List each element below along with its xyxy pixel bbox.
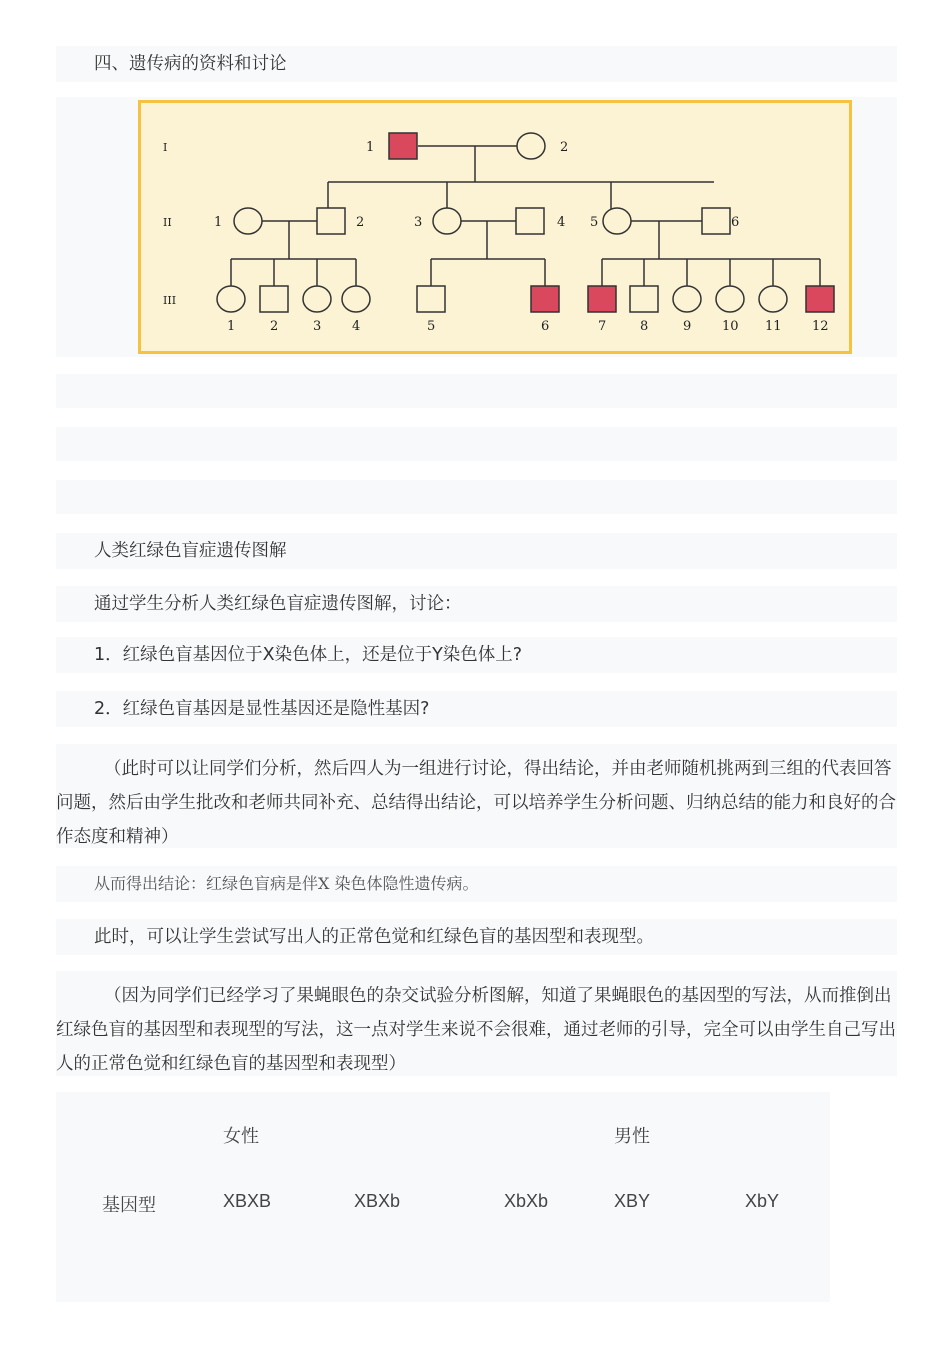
- individual-number: 5: [590, 215, 599, 230]
- pedigree-diagram: [141, 103, 849, 351]
- individual-number: 4: [557, 215, 566, 230]
- blank-row-3: [56, 480, 897, 514]
- normal-female-symbol: [517, 133, 545, 159]
- individual-number: 12: [812, 319, 829, 334]
- individual-number: 1: [366, 140, 375, 155]
- intro-text: 通过学生分析人类红绿色盲症遗传图解，讨论：: [56, 586, 897, 622]
- individual-number: 4: [352, 319, 361, 334]
- affected-male-symbol: [531, 286, 559, 312]
- normal-male-symbol: [702, 208, 730, 234]
- individual-number: 3: [313, 319, 322, 334]
- normal-female-symbol: [673, 286, 701, 312]
- conclusion-text: 从而得出结论：红绿色盲病是伴X 染色体隐性遗传病。: [56, 866, 897, 902]
- genotype-cell: XbY: [745, 1191, 780, 1211]
- normal-male-symbol: [260, 286, 288, 312]
- pedigree-individuals: [217, 133, 834, 312]
- generation-label: III: [163, 294, 177, 307]
- pedigree-figure: [138, 100, 852, 354]
- genotype-cell: XbXb: [504, 1191, 549, 1211]
- individual-number: 2: [560, 140, 569, 155]
- normal-male-symbol: [417, 286, 445, 312]
- blank-row-1: [56, 374, 897, 408]
- individual-number: 3: [414, 215, 423, 230]
- normal-male-symbol: [516, 208, 544, 234]
- normal-female-symbol: [217, 286, 245, 312]
- individual-number: 10: [722, 319, 739, 334]
- normal-female-symbol: [716, 286, 744, 312]
- genotype-row-label: 基因型: [102, 1195, 156, 1215]
- subtitle: 人类红绿色盲症遗传图解: [56, 533, 897, 569]
- generation-label: I: [163, 141, 168, 154]
- individual-number: 11: [765, 319, 782, 334]
- explanation-paragraph: （因为同学们已经学习了果蝇眼色的杂交试验分析图解，知道了果蝇眼色的基因型的写法，从而推倒出红绿色盲的基因型和表现型的写法，这一点对学生来说不会很难，通过老师的引导，完全可以由学生自己写出人的正常色觉和红绿色盲的基因型和表现型）: [56, 971, 897, 1076]
- female-header: 女性: [223, 1126, 259, 1146]
- affected-male-symbol: [389, 133, 417, 159]
- normal-female-symbol: [603, 208, 631, 234]
- genotype-table: [56, 1092, 830, 1302]
- normal-male-symbol: [317, 208, 345, 234]
- genotype-cell: XBY: [614, 1191, 651, 1211]
- normal-female-symbol: [234, 208, 262, 234]
- individual-number: 7: [598, 319, 607, 334]
- individual-number: 2: [270, 319, 279, 334]
- individual-number: 6: [541, 319, 550, 334]
- male-header: 男性: [614, 1126, 650, 1146]
- prompt-text: 此时，可以让学生尝试写出人的正常色觉和红绿色盲的基因型和表现型。: [56, 919, 897, 955]
- section-heading: 四、遗传病的资料和讨论: [56, 46, 897, 82]
- genotype-cell: XBXB: [223, 1191, 272, 1211]
- normal-female-symbol: [303, 286, 331, 312]
- individual-number: 8: [640, 319, 649, 334]
- normal-male-symbol: [630, 286, 658, 312]
- discussion-paragraph: （此时可以让同学们分析，然后四人为一组进行讨论，得出结论，并由老师随机挑两到三组的代表回答问题，然后由学生批改和老师共同补充、总结得出结论，可以培养学生分析问题、归纳总结的能力和良好的合作态度和精神）: [56, 744, 897, 848]
- normal-female-symbol: [433, 208, 461, 234]
- question-1: 1．红绿色盲基因位于X染色体上，还是位于Y染色体上?: [56, 637, 897, 673]
- blank-row-2: [56, 427, 897, 461]
- affected-male-symbol: [806, 286, 834, 312]
- individual-number: 6: [731, 215, 740, 230]
- individual-number: 1: [214, 215, 223, 230]
- generation-label: II: [163, 216, 172, 229]
- individual-number: 9: [683, 319, 692, 334]
- affected-male-symbol: [588, 286, 616, 312]
- individual-number: 5: [427, 319, 436, 334]
- question-2: 2．红绿色盲基因是显性基因还是隐性基因?: [56, 691, 897, 727]
- normal-female-symbol: [759, 286, 787, 312]
- genotype-cell: XBXb: [354, 1191, 401, 1211]
- normal-female-symbol: [342, 286, 370, 312]
- individual-number: 2: [356, 215, 365, 230]
- individual-number: 1: [227, 319, 236, 334]
